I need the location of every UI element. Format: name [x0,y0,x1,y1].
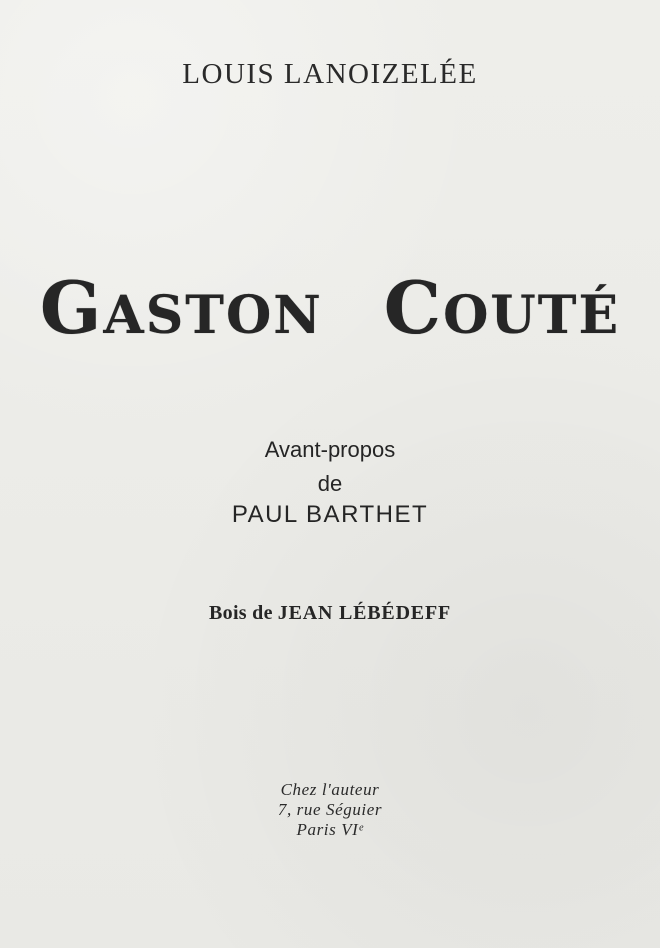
publisher-line-1: Chez l'auteur [280,780,380,799]
preface-by: de [317,471,343,496]
woodcuts-artist: JEAN LÉBÉDEFF [277,602,451,624]
title-word-coute-initial: C [383,265,444,350]
woodcuts-credit [0,602,660,625]
woodcuts-prefix: Bois de [209,602,273,624]
publisher-line-3: Paris VIᵉ [296,820,364,839]
title-word-gaston-rest: ASTON [103,285,323,346]
title-word-coute [384,265,620,350]
preface-author: PAUL BARTHET [231,501,429,528]
title-word-gaston-initial: G [39,265,104,350]
author-name: LOUIS LANOIZELÉE [182,58,478,90]
preface-label: Avant-propos [264,437,396,462]
title-word-coute-rest: OUTÉ [443,285,621,346]
publisher-line-2: 7, rue Séguier [277,800,383,819]
book-title [0,265,660,350]
title-word-gaston [40,265,323,350]
